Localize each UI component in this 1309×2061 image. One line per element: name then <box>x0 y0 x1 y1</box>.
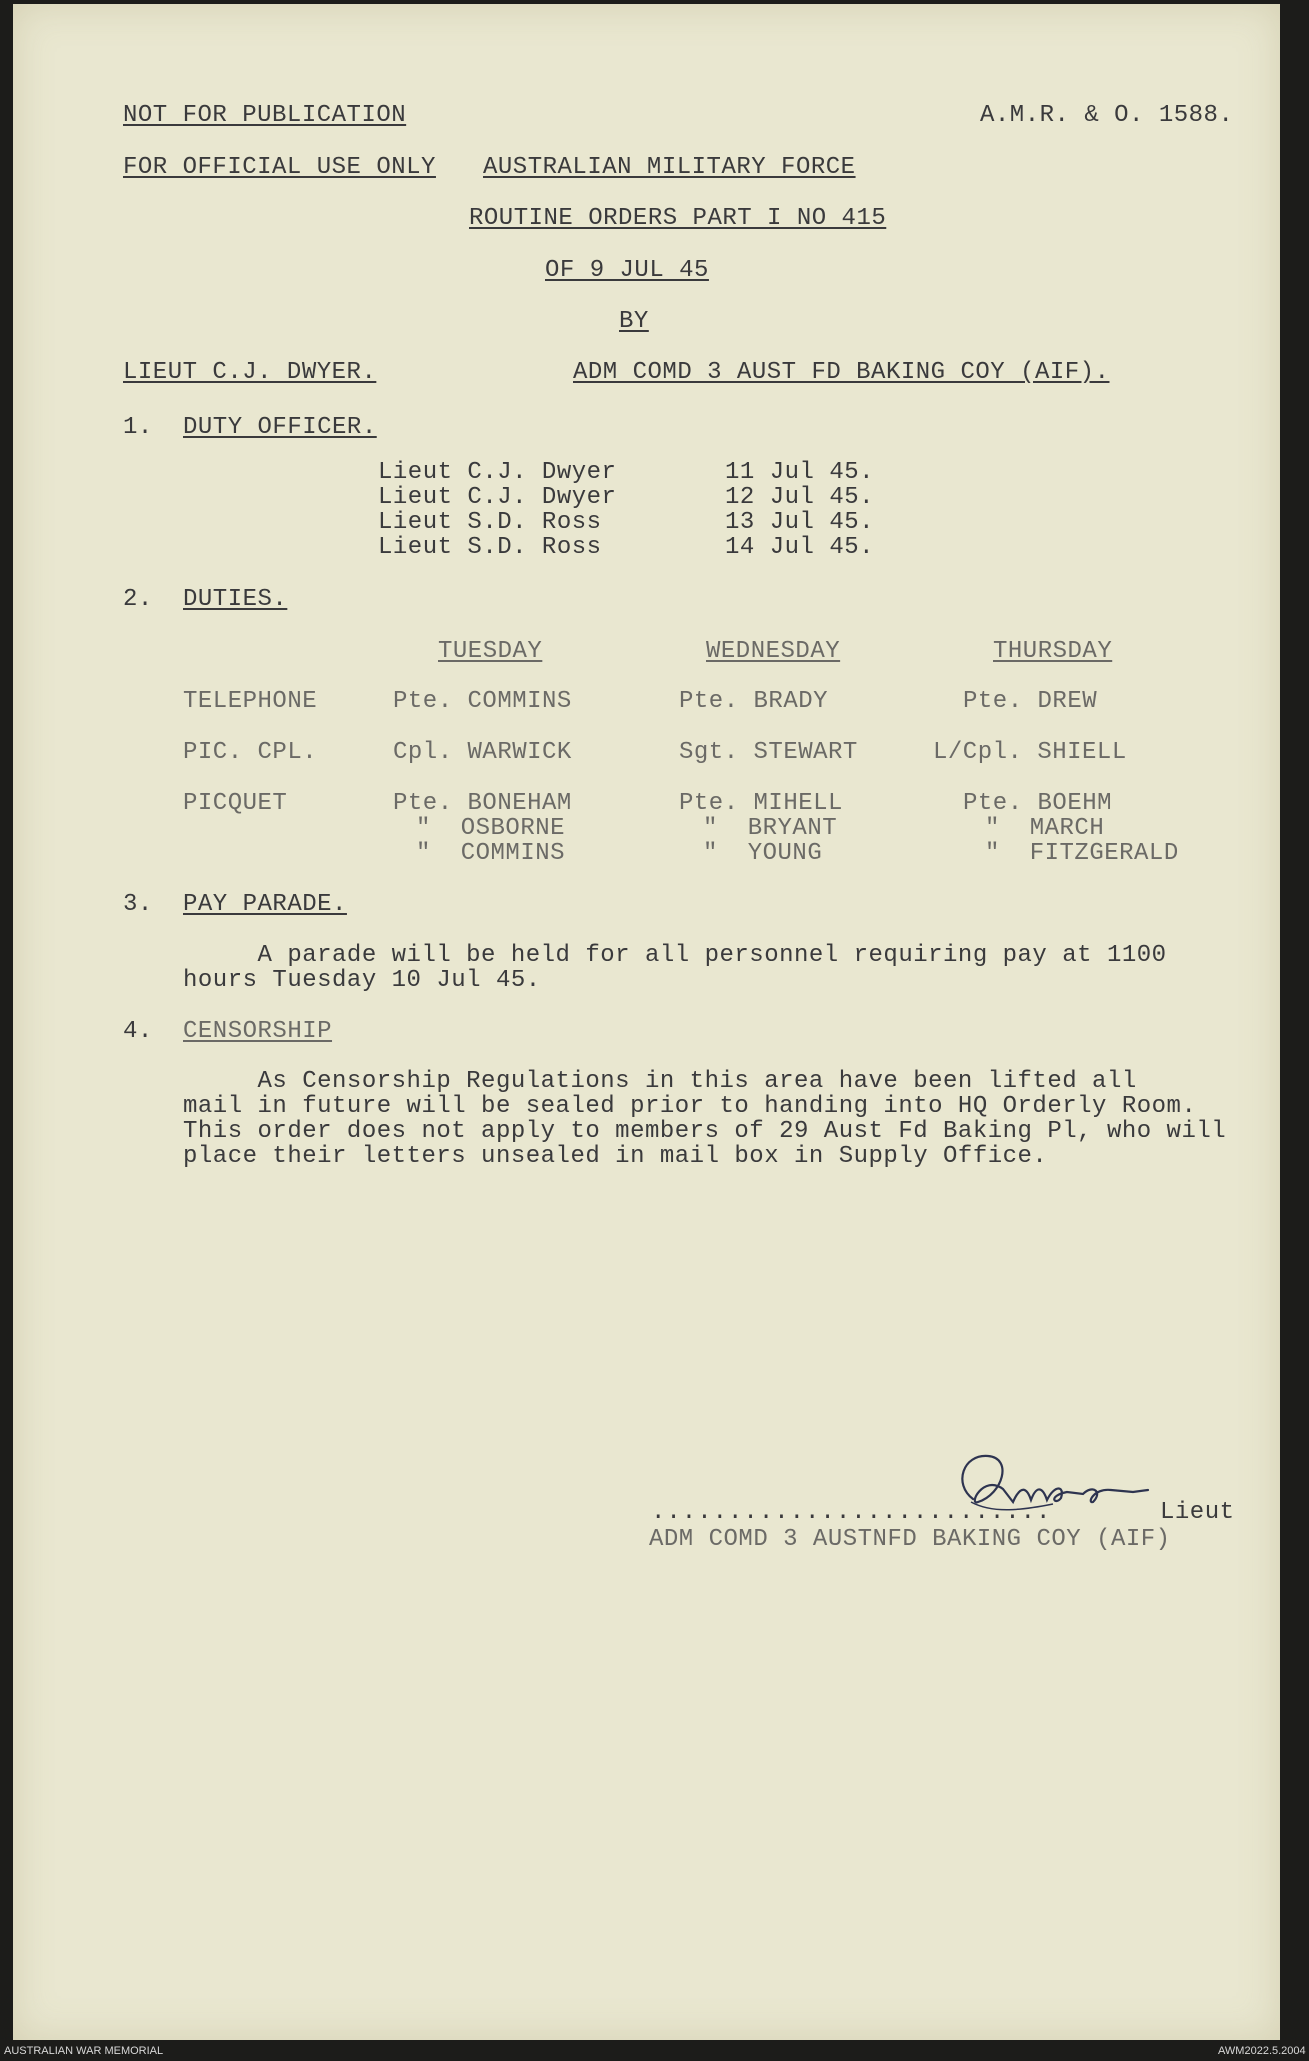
day-header-thursday: THURSDAY <box>993 638 1113 665</box>
duty-telephone-wed: Pte. BRADY <box>679 688 829 715</box>
footer-id: AWM2022.5.2004 <box>1218 2045 1306 2057</box>
routine-orders-title: ROUTINE ORDERS PART I NO 415 <box>469 205 887 232</box>
section-2-number: 2. <box>123 586 153 613</box>
duty-pic-cpl-thu: L/Cpl. SHIELL <box>933 739 1127 766</box>
orders-date: OF 9 JUL 45 <box>545 257 709 284</box>
force-title: AUSTRALIAN MILITARY FORCE <box>483 154 856 181</box>
day-header-wednesday: WEDNESDAY <box>706 638 841 665</box>
duty-officer-date: 13 Jul 45. <box>725 509 875 536</box>
body-line: This order does not apply to members of 29 Aust Fd Baking Pl, who will <box>183 1118 1227 1145</box>
section-3-number: 3. <box>123 891 153 918</box>
duty-label-picquet: PICQUET <box>183 790 288 817</box>
body-line: hours Tuesday 10 Jul 45. <box>183 967 541 994</box>
by-label: BY <box>619 308 649 335</box>
officer-name: LIEUT C.J. DWYER. <box>123 359 377 386</box>
duty-officer-date: 14 Jul 45. <box>725 534 875 561</box>
duty-pic-cpl-tue: Cpl. WARWICK <box>393 739 572 766</box>
duty-picquet-wed: " YOUNG <box>703 840 823 867</box>
signature-rank: Lieut <box>1160 1499 1235 1526</box>
duty-picquet-tue: " COMMINS <box>416 840 566 867</box>
body-line: place their letters unsealed in mail box in Supply Office. <box>183 1143 1048 1170</box>
body-line: As Censorship Regulations in this area have been lifted all <box>183 1068 1137 1095</box>
duty-picquet-thu: " MARCH <box>985 815 1105 842</box>
signature-dotted-line: .......................... <box>651 1499 1052 1526</box>
not-for-publication: NOT FOR PUBLICATION <box>123 102 407 129</box>
duty-officer-name: Lieut C.J. Dwyer <box>378 459 617 486</box>
duty-officer-date: 12 Jul 45. <box>725 484 875 511</box>
duty-picquet-tue: Pte. BONEHAM <box>393 790 572 817</box>
section-3-title: PAY PARADE. <box>183 891 347 918</box>
duty-officer-date: 11 Jul 45. <box>725 459 875 486</box>
duty-label-pic-cpl: PIC. CPL. <box>183 739 318 766</box>
day-header-tuesday: TUESDAY <box>438 638 543 665</box>
duty-officer-name: Lieut C.J. Dwyer <box>378 484 617 511</box>
duty-picquet-wed: " BRYANT <box>703 815 838 842</box>
handwritten-signature <box>943 1444 1173 1524</box>
body-line: A parade will be held for all personnel requiring pay at 1100 <box>183 942 1167 969</box>
duty-pic-cpl-wed: Sgt. STEWART <box>679 739 858 766</box>
footer-source: AUSTRALIAN WAR MEMORIAL <box>4 2045 164 2057</box>
body-line: mail in future will be sealed prior to handing into HQ Orderly Room. <box>183 1093 1197 1120</box>
duty-picquet-tue: " OSBORNE <box>416 815 566 842</box>
duty-telephone-tue: Pte. COMMINS <box>393 688 572 715</box>
command-title: ADM COMD 3 AUST FD BAKING COY (AIF). <box>573 359 1110 386</box>
section-2-title: DUTIES. <box>183 586 288 613</box>
duty-picquet-thu: " FITZGERALD <box>985 840 1179 867</box>
section-4-number: 4. <box>123 1018 153 1045</box>
document-page <box>13 4 1280 2040</box>
official-use-only: FOR OFFICIAL USE ONLY <box>123 154 436 181</box>
duty-telephone-thu: Pte. DREW <box>963 688 1098 715</box>
duty-picquet-thu: Pte. BOEHM <box>963 790 1113 817</box>
reference-number: A.M.R. & O. 1588. <box>980 102 1234 129</box>
section-1-title: DUTY OFFICER. <box>183 414 377 441</box>
duty-officer-name: Lieut S.D. Ross <box>378 534 602 561</box>
duty-label-telephone: TELEPHONE <box>183 688 318 715</box>
section-1-number: 1. <box>123 414 153 441</box>
signature-unit: ADM COMD 3 AUSTNFD BAKING COY (AIF) <box>649 1526 1171 1553</box>
duty-officer-name: Lieut S.D. Ross <box>378 509 602 536</box>
section-4-title: CENSORSHIP <box>183 1018 333 1045</box>
duty-picquet-wed: Pte. MIHELL <box>679 790 843 817</box>
